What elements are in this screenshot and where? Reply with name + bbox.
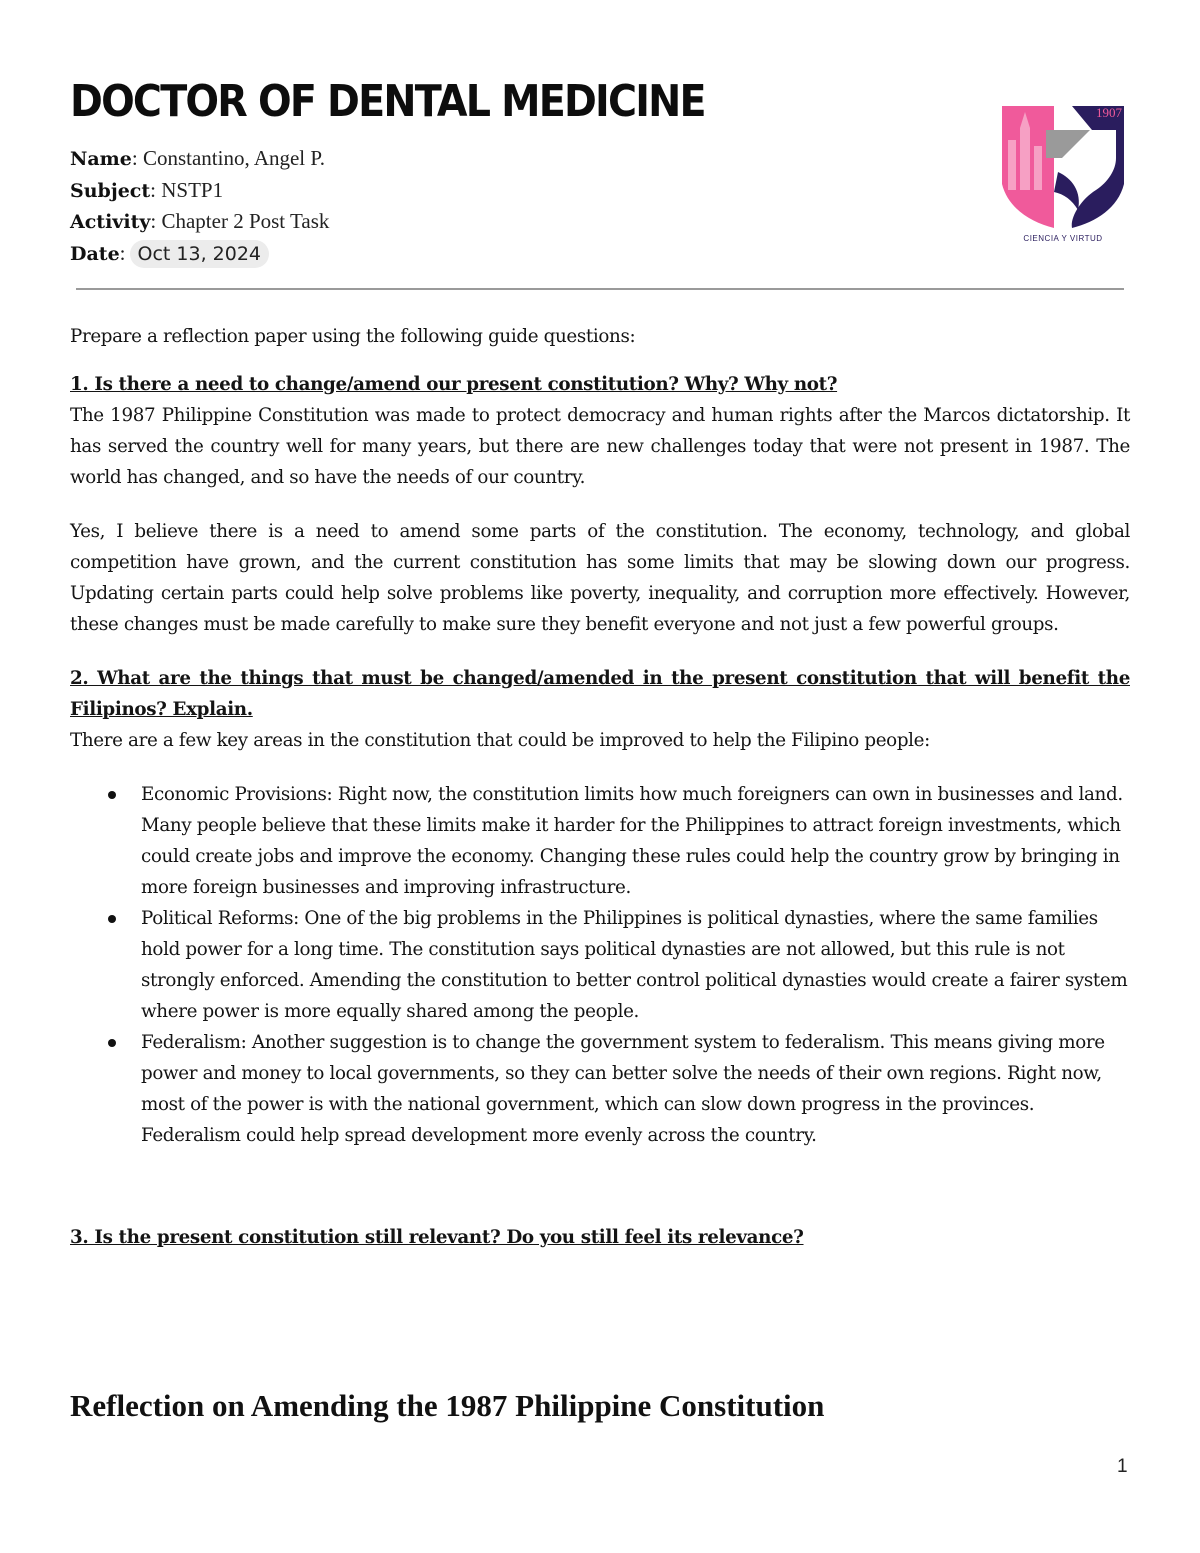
activity-value: Chapter 2 Post Task — [161, 209, 330, 233]
answer-1-paragraph-1: The 1987 Philippine Constitution was made to protect democracy and human rights after the Marcos dictatorship. It has served the country well for many years, but there are new challenges today that were not present in 1987. The world has changed, and so have the needs of our country. — [70, 405, 1130, 488]
logo-year: 1907 — [1096, 105, 1122, 120]
subject-label: Subject — [70, 179, 151, 202]
student-info — [70, 143, 329, 269]
question-3: 3. Is the present constitution still relevant? Do you still feel its relevance? — [70, 1227, 804, 1248]
page-number: 1 — [1117, 1456, 1128, 1477]
activity-label: Activity — [70, 211, 151, 233]
list-item: Federalism: Another suggestion is to change the government system to federalism. This means giving more power and money to local governments, so they can better solve the needs of their own regions. Right now, most of the power is with the national government, which can slow down progress in the provinces. Federalism could help spread development more evenly across the country. — [70, 1027, 1131, 1151]
document-body — [70, 321, 1130, 1253]
name-label: Name — [70, 148, 132, 170]
subject-row: Subject: NSTP1 — [70, 177, 224, 202]
name-row: Name: Constantino, Angel P. — [70, 146, 325, 170]
section-heading: Reflection on Amending the 1987 Philippine Constitution — [70, 1388, 825, 1423]
intro-text: Prepare a reflection paper using the following guide questions: — [70, 326, 636, 347]
document-title: DOCTOR OF DENTAL MEDICINE — [70, 76, 705, 127]
activity-row: Activity: Chapter 2 Post Task — [70, 209, 330, 233]
date-label: Date — [70, 242, 120, 265]
answer-2-intro: There are a few key areas in the constitution that could be improved to help the Filipino people: — [70, 730, 930, 751]
subject-value: NSTP1 — [161, 177, 224, 202]
question-2: 2. What are the things that must be changed/amended in the present constitution that will benefit the Filipinos? Explain. — [70, 668, 1130, 720]
question-1: 1. Is there a need to change/amend our present constitution? Why? Why not? — [70, 374, 838, 395]
date-row: Date: Oct 13, 2024 — [70, 238, 329, 270]
name-value: Constantino, Angel P. — [142, 146, 325, 170]
date-chip[interactable]: Oct 13, 2024 — [130, 240, 270, 268]
answer-2-list — [70, 779, 1130, 1151]
header-divider — [76, 288, 1124, 290]
logo-motto: CIENCIA Y VIRTUD — [1023, 234, 1103, 243]
list-item: Economic Provisions: Right now, the constitution limits how much foreigners can own in businesses and land. Many people believe that these limits make it harder for the Philippines to attract foreign investments, which could create jobs and improve the economy. Changing these rules could help the country grow by bringing in more foreign businesses and improving infrastructure. — [70, 779, 1131, 903]
answer-1-paragraph-2: Yes, I believe there is a need to amend some parts of the constitution. The economy, technology, and global competition have grown, and the current constitution has some limits that may be slowing down our progress. Updating certain parts could help solve problems like poverty, inequality, and corruption more effectively. However, these changes must be made carefully to make sure they benefit everyone and not just a few powerful groups. — [70, 521, 1130, 635]
university-logo — [1000, 100, 1126, 246]
list-item: Political Reforms: One of the big problems in the Philippines is political dynasties, where the same families hold power for a long time. The constitution says political dynasties are not allowed, but this rule is not strongly enforced. Amending the constitution to better control political dynasties would create a fairer system where power is more equally shared among the people. — [70, 903, 1131, 1027]
